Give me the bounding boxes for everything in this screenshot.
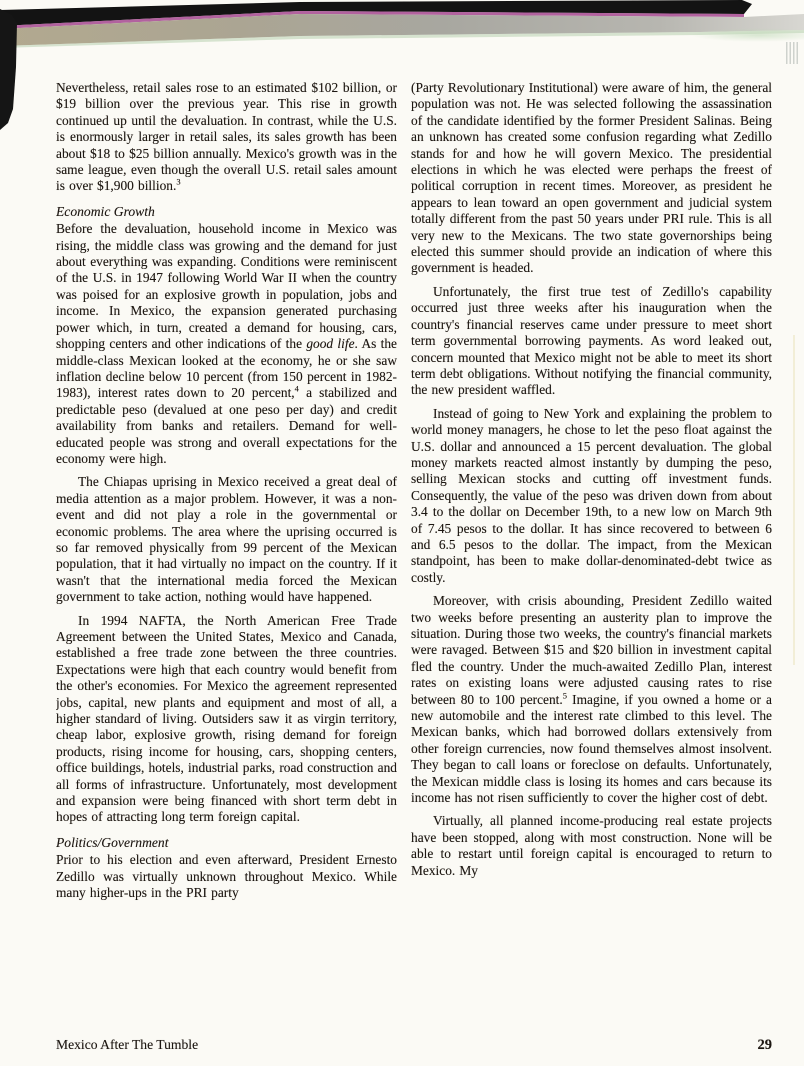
scan-artifact-magenta-line [0, 0, 804, 34]
scan-artifact-left-edge-strip [0, 9, 18, 133]
page-number: 29 [757, 1037, 772, 1053]
paragraph: In 1994 NAFTA, the North American Free Trade Agreement between the United States, Mexico and Canada, established a free trade zone between the three countries. Expectations were high that each country would benefit from the other's economies. For Mexico the agreement represented jobs, capital, new plants and equipment and most of all, a higher standard of living. Outsiders saw it as virgin territory, cheap labor, explosive growth, rising demand for foreign products, rising income for housing, cars, shopping centers, office buildings, hotels, industrial parks, road construction and all forms of infrastructure. Unfortunately, most development and expansion were being financed with short term debt in hopes of attracting long term foreign capital. [56, 612, 397, 825]
paragraph: (Party Revolutionary Institutional) were aware of him, the general population was not. He was selected following the assassination of the candidate identified by the former President Salinas. Being an unknown has created some confusion regarding what Zedillo stands for and how he will govern Mexico. The presidential elections in which he was elected were perhaps the freest of political corruption in recent times. Moreover, as president he appears to lean toward an open government and judicial system totally different from the past 50 years under PRI rule. This is all very new to the Mexicans. The two state governorships being elected this summer should provide an indication of where this government is headed. [411, 80, 772, 276]
paragraph: Before the devaluation, household income in Mexico was rising, the middle class was growing and the demand for just about everything was expanding. Conditions were reminiscent of the U.S. in 1947 following World War II when the country was poised for an explosive growth in population, jobs and income. In Mexico, the expansion generated purchasing power which, in turn, created a demand for housing, cars, shopping centers and other indications of the good life. As the middle-class Mexican looked at the economy, he or she saw inflation decline below 10 percent (from 150 percent in 1982-1983), interest rates down to 20 percent,$^4$ a stabilized and predictable peso (devalued at one peso per day) and credit availability from banks and retailers. Demand for well-educated people was strong and overall expectations for the economy were high. [56, 221, 398, 466]
article-body [56, 80, 772, 1034]
left-column [56, 80, 397, 1034]
running-title: Mexico After The Tumble [56, 1037, 199, 1052]
scan-artifact-right-faint-line [793, 335, 795, 665]
page-footer [56, 1037, 772, 1054]
scan-artifact-green-edge [0, 0, 804, 52]
scan-artifact-right-stripes [786, 42, 800, 64]
section-heading: Economic Growth [56, 203, 155, 219]
scan-artifact-top-black-band [0, 0, 804, 30]
paragraph: The Chiapas uprising in Mexico received a great deal of media attention as a major problem. However, it was a non-event and did not play a role in the governmental or economic problems. The area where the uprising occurred is so far removed physically from 99 percent of the Mexican population, that it had virtually no impact on the country. If it wasn't that the international media forced the Mexican government to take action, nothing would have happened. [56, 474, 397, 605]
paragraph: Moreover, with crisis abounding, President Zedillo waited two weeks before presenting an austerity plan to improve the situation. During those two weeks, the country's financial markets were ravaged. Between $15 and $20 billion in investment capital fled the country. Under the much-awaited Zedillo Plan, interest rates on existing loans were adjusted causing rates to rise between 80 to 100 percent.$^5$ Imagine, if you owned a home or a new automobile and the interest rate climbed to this level. The Mexican banks, which had borrowed dollars extensively from other foreign currencies, now found themselves almost insolvent. They began to call loans or foreclose on defaults. Unfortunately, the Mexican middle class is losing its homes and cars because its income has not risen sufficiently to cover the higher cost of debt. [411, 593, 772, 806]
paragraph: Virtually, all planned income-producing real estate projects have been stopped, along with most construction. None will be able to restart until foreign capital is encouraged to return to Mexico. My [411, 813, 772, 878]
paragraph: Instead of going to New York and explaining the problem to world money managers, he chose to let the peso float against the U.S. dollar and announced a 15 percent devaluation. The global money markets reacted almost instantly by dumping the peso, selling Mexican stocks and cutting off investment funds. Consequently, the value of the peso was driven down from about 3.4 to the dollar on December 19th, to a new low on March 9th of 7.45 pesos to the dollar. It has since recovered to between 6 and 6.5 pesos to the dollar. The impact, from the Mexican standpoint, has been to make dollar-denominated-debt twice as costly. [411, 405, 772, 585]
section-heading: Politics/Government [56, 834, 169, 850]
paragraph: Prior to his election and even afterward, President Ernesto Zedillo was virtually unknown throughout Mexico. While many higher-ups in the PRI party [56, 852, 397, 901]
paragraph: Nevertheless, retail sales rose to an estimated $102 billion, or $19 billion over the previous year. This rise in growth continued up until the devaluation. In contrast, while the U.S. is enormously larger in retail sales, its sales growth has been about $18 to $25 billion annually. Mexico's growth was in the same league, even though the overall U.S. retail sales amount is over $1,900 billion.$^3$ [56, 80, 397, 194]
scan-artifact-gray-band [0, 0, 804, 50]
right-column [411, 80, 772, 1034]
paragraph: Unfortunately, the first true test of Zedillo's capability occurred just three weeks after his inauguration when the country's financial reserves came under pressure to meet short term governmental borrowing payments. As word leaked out, concern mounted that Mexico might not be able to meet its short term debt obligations. Without notifying the financial community, the new president waffled. [411, 283, 772, 398]
scan-artifact-green-smudge [690, 28, 804, 42]
